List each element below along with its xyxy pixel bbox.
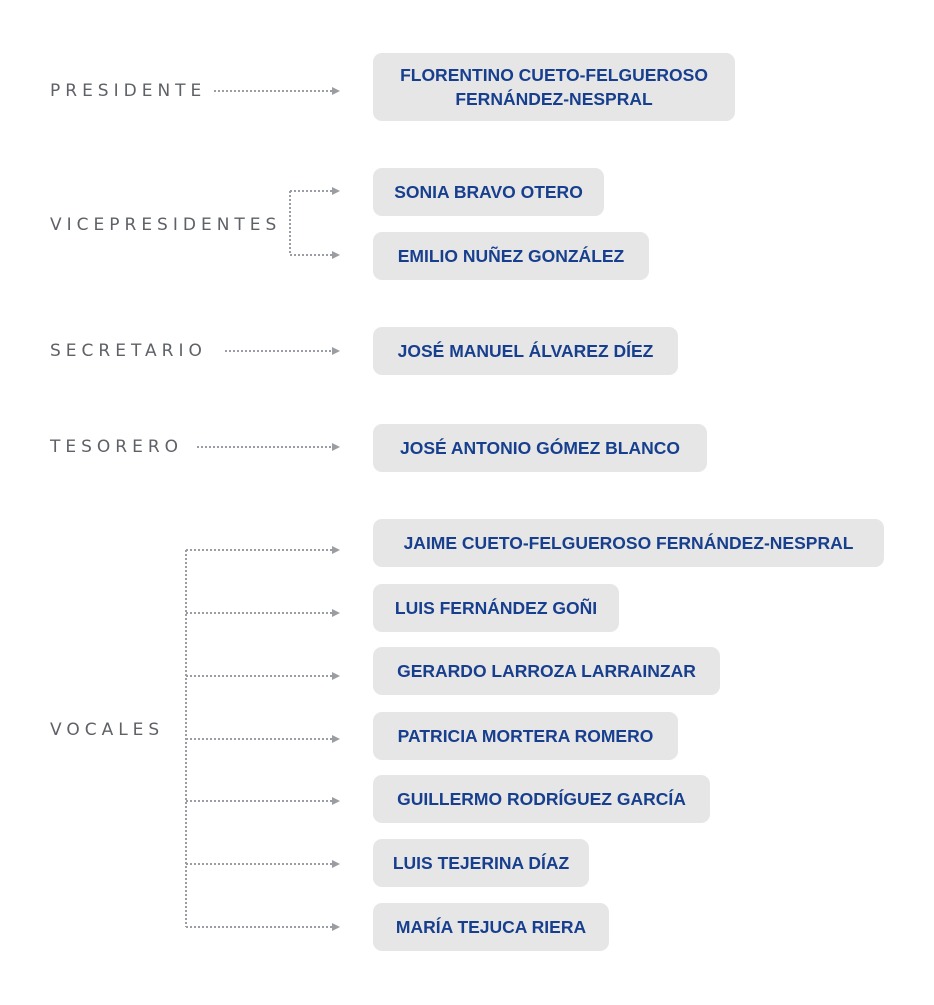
arrow-tip-icon bbox=[332, 443, 340, 451]
member-box-vicepresidente-2: EMILIO NUÑEZ GONZÁLEZ bbox=[373, 232, 649, 280]
member-box-vocal-6: LUIS TEJERINA DÍAZ bbox=[373, 839, 589, 887]
member-box-vocal-2: LUIS FERNÁNDEZ GOÑI bbox=[373, 584, 619, 632]
member-box-vocal-7: MARÍA TEJUCA RIERA bbox=[373, 903, 609, 951]
arrow-tip-icon bbox=[332, 251, 340, 259]
arrow-tip-icon bbox=[332, 187, 340, 195]
arrow-tip-icon bbox=[332, 672, 340, 680]
member-box-vicepresidente-1: SONIA BRAVO OTERO bbox=[373, 168, 604, 216]
member-box-vocal-4: PATRICIA MORTERA ROMERO bbox=[373, 712, 678, 760]
arrow-tip-icon bbox=[332, 347, 340, 355]
role-label-secretario: SECRETARIO bbox=[50, 341, 207, 361]
arrow-tip-icon bbox=[332, 797, 340, 805]
role-label-tesorero: TESORERO bbox=[50, 437, 184, 457]
arrow-tip-icon bbox=[332, 87, 340, 95]
member-box-vocal-3: GERARDO LARROZA LARRAINZAR bbox=[373, 647, 720, 695]
role-label-vocales: VOCALES bbox=[50, 720, 165, 740]
member-box-vocal-1: JAIME CUETO-FELGUEROSO FERNÁNDEZ-NESPRAL bbox=[373, 519, 884, 567]
arrow-tip-icon bbox=[332, 546, 340, 554]
member-box-tesorero: JOSÉ ANTONIO GÓMEZ BLANCO bbox=[373, 424, 707, 472]
arrow-tip-icon bbox=[332, 735, 340, 743]
arrow-tip-icon bbox=[332, 609, 340, 617]
role-label-presidente: PRESIDENTE bbox=[50, 81, 207, 101]
arrow-tip-icon bbox=[332, 860, 340, 868]
member-box-presidente: FLORENTINO CUETO-FELGUEROSO FERNÁNDEZ-NESPRAL bbox=[373, 53, 735, 121]
role-label-vicepresidentes: VICEPRESIDENTES bbox=[50, 215, 282, 235]
arrow-tip-icon bbox=[332, 923, 340, 931]
member-box-secretario: JOSÉ MANUEL ÁLVAREZ DÍEZ bbox=[373, 327, 678, 375]
member-box-vocal-5: GUILLERMO RODRÍGUEZ GARCÍA bbox=[373, 775, 710, 823]
